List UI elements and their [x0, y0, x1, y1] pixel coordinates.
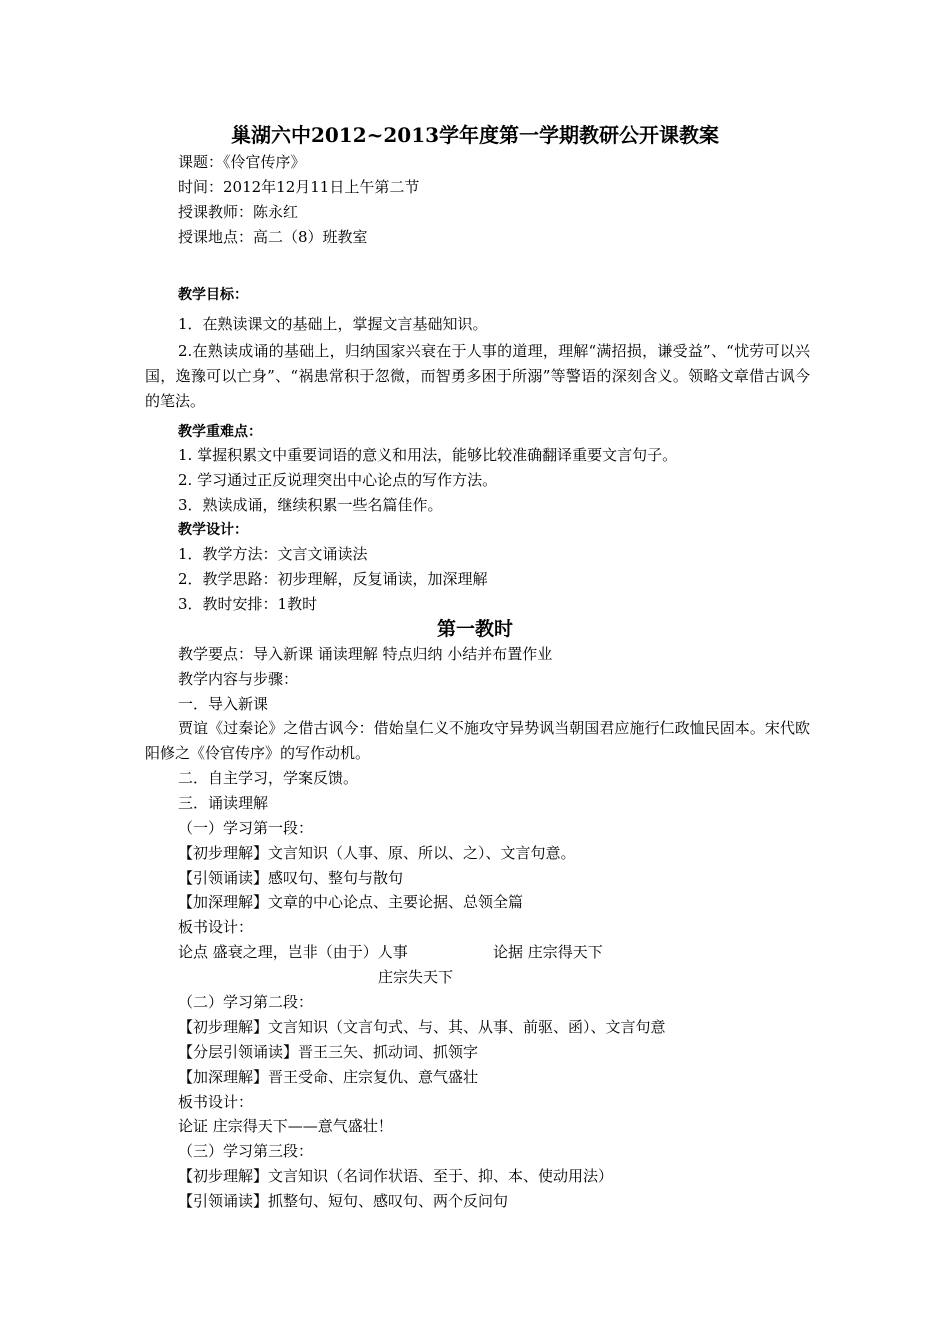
part-3-item-b: 【引领诵读】抓整句、短句、感叹句、两个反问句 [178, 1192, 509, 1210]
part-2-item-c: 【加深理解】晋王受命、庄宗复仇、意气盛壮 [178, 1068, 479, 1086]
document-title: 巢湖六中2012~2013学年度第一学期教研公开课教案 [230, 123, 720, 147]
keypoints-item-3: 3．熟读成诵，继续积累一些名篇佳作。 [178, 496, 443, 514]
design-item-2: 2．教学思路：初步理解，反复诵读，加深理解 [178, 570, 488, 588]
lesson-points: 教学要点：导入新课 诵读理解 特点归纳 小结并布置作业 [178, 645, 553, 663]
topic-line: 课题：《伶官传序》 [178, 153, 306, 171]
step-1-heading: 一．导入新课 [178, 695, 269, 713]
board-1-label: 板书设计： [178, 918, 254, 936]
board-1-evidence-2: 庄宗失天下 [378, 968, 454, 986]
part-1-heading: （一）学习第一段： [178, 819, 314, 837]
keypoints-item-1: 1. 掌握积累文中重要词语的意义和用法，能够比较准确翻译重要文言句子。 [178, 446, 678, 464]
keypoints-heading: 教学重难点： [178, 424, 262, 440]
goals-item-2: 2.在熟读成诵的基础上，归纳国家兴衰在于人事的道理，理解“满招损，谦受益”、“忧劳可以兴国，逸豫可以亡身”、“祸患常积于忽微，而智勇多困于所溺”等警语的深刻含义。领略文章借古讽今的笔法。 [145, 342, 810, 410]
part-3-heading: （三）学习第三段： [178, 1142, 314, 1160]
part-2-item-b: 【分层引领诵读】晋王三矢、抓动词、抓领字 [178, 1043, 479, 1061]
part-2-item-a: 【初步理解】文言知识（文言句式、与、其、从事、前驱、函）、文言句意 [178, 1018, 666, 1036]
goals-heading: 教学目标： [178, 287, 248, 303]
part-1-item-a: 【初步理解】文言知识（人事、原、所以、之）、文言句意。 [178, 844, 576, 862]
lesson-steps-label: 教学内容与步骤： [178, 670, 299, 688]
lesson-heading: 第一教时 [436, 618, 513, 640]
keypoints-item-2: 2. 学习通过正反说理突出中心论点的写作方法。 [178, 471, 498, 489]
board-2-label: 板书设计： [178, 1093, 254, 1111]
teacher-line: 授课教师：陈永红 [178, 203, 299, 221]
place-line: 授课地点：高二（8）班教室 [178, 228, 368, 246]
board-2-line: 论证 庄宗得天下——意气盛壮！ [178, 1117, 393, 1135]
part-1-item-c: 【加深理解】文章的中心论点、主要论据、总领全篇 [178, 893, 524, 911]
part-2-heading: （二）学习第二段： [178, 993, 314, 1011]
part-1-item-b: 【引领诵读】感叹句、整句与散句 [178, 869, 404, 887]
design-heading: 教学设计： [178, 522, 248, 538]
step-1-text: 贾谊《过秦论》之借古讽今：借始皇仁义不施攻守异势讽当朝国君应施行仁政恤民固本。宋代欧阳修之《伶官传序》的写作动机。 [145, 719, 810, 762]
board-1-thesis: 论点 盛衰之理，岂非（由于）人事 [178, 943, 408, 961]
design-item-3: 3．教时安排：1教时 [178, 595, 318, 613]
design-item-1: 1．教学方法：文言文诵读法 [178, 545, 368, 563]
step-2-heading: 二．自主学习，学案反馈。 [178, 769, 359, 787]
part-3-item-a: 【初步理解】文言知识（名词作状语、至于、抑、本、使动用法） [178, 1167, 614, 1185]
time-line: 时间：2012年12月11日上午第二节 [178, 178, 420, 196]
goals-item-1: 1．在熟读课文的基础上，掌握文言基础知识。 [178, 315, 488, 333]
step-3-heading: 三．诵读理解 [178, 794, 269, 812]
board-1-evidence-1: 论据 庄宗得天下 [493, 943, 603, 961]
